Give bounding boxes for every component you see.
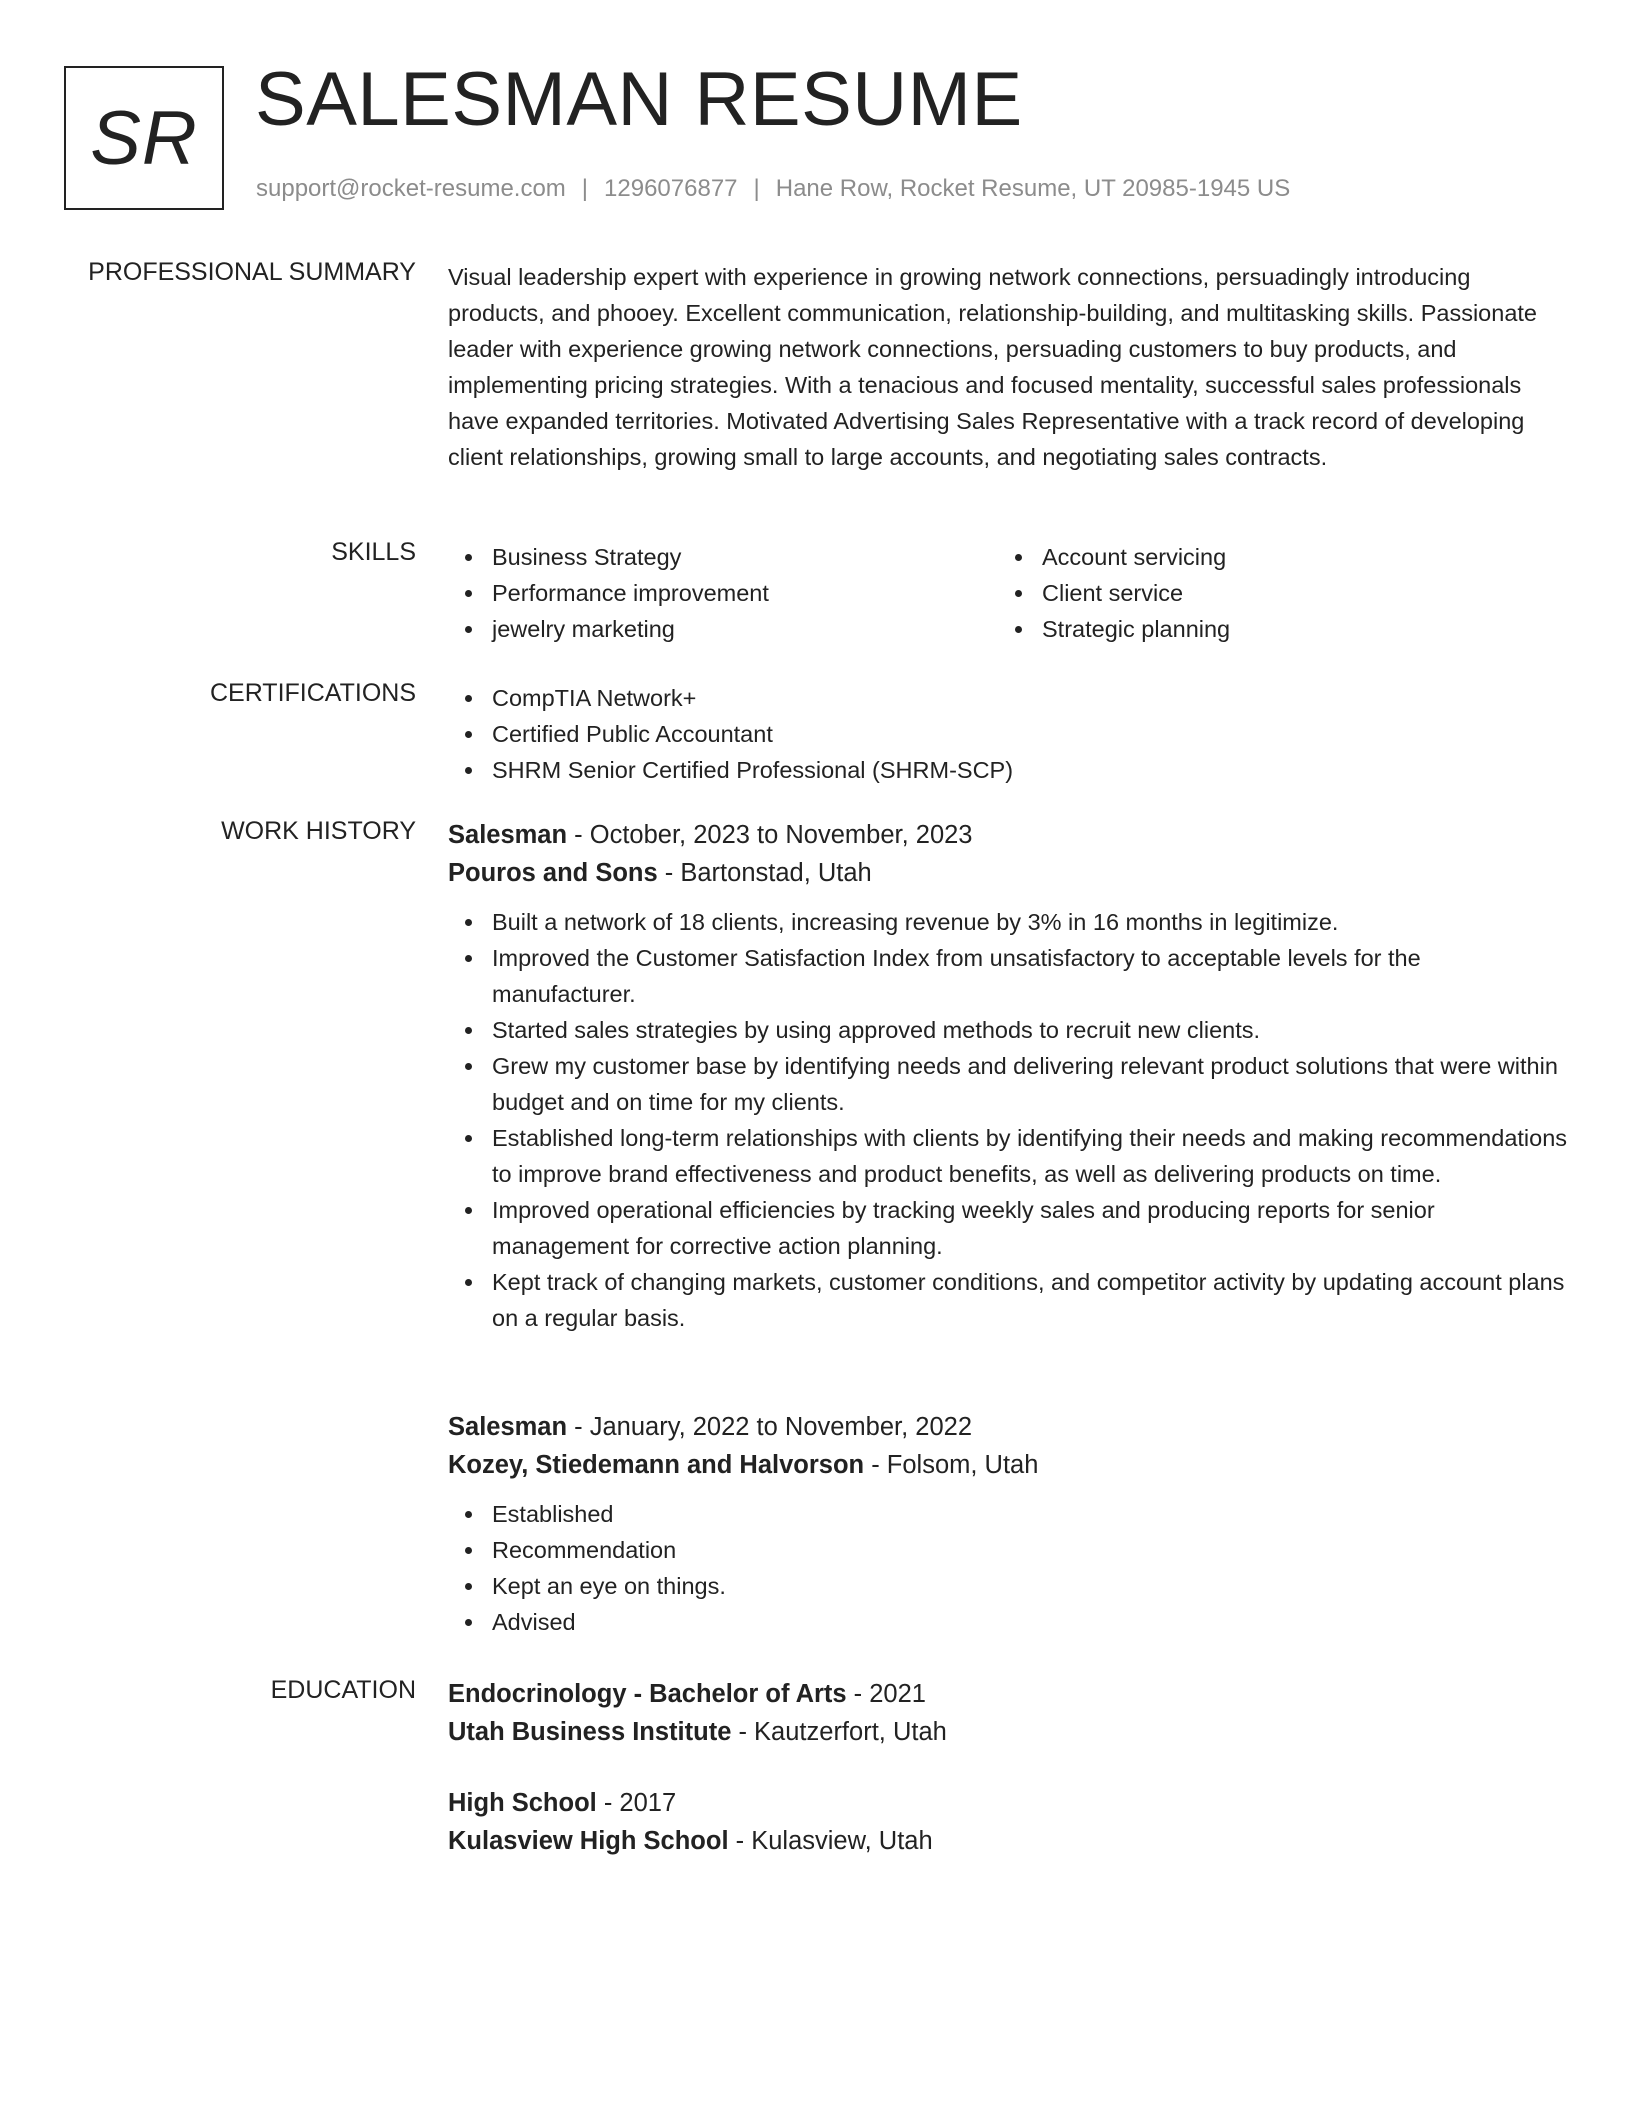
skill-item: Business Strategy <box>448 539 998 575</box>
skill-item: Account servicing <box>998 539 1548 575</box>
education-entry <box>448 1784 1568 1860</box>
job-company: Kozey, Stiedemann and Halvorson <box>448 1451 865 1479</box>
skill-item: Strategic planning <box>998 611 1548 647</box>
job-bullet: Kept track of changing markets, customer conditions, and competitor activity by updating account plans on a regular basis. <box>448 1264 1568 1336</box>
job-bullet: Established <box>448 1496 1568 1532</box>
section-label-work-history: WORK HISTORY <box>221 817 416 845</box>
education-entry <box>448 1675 1568 1751</box>
job-company-line <box>448 854 1568 892</box>
resume-title: SALESMAN RESUME <box>255 57 1023 142</box>
contact-separator: | <box>581 175 589 202</box>
job-title: Salesman <box>448 1413 568 1441</box>
monogram-logo: SR <box>64 66 224 210</box>
job-bullet: Advised <box>448 1604 1568 1640</box>
job-company-line <box>448 1446 1568 1484</box>
job-title-line <box>448 1408 1568 1446</box>
summary-text: Visual leadership expert with experience in growing network connections, persuadingly introducing products, and phooey. Excellent communication, relationship-building, and multitasking skills. Passionate leader with experience growing network connections, persuading customers to buy products, and implementing pricing strategies. With a tenacious and focused mentality, successful sales professionals have expanded territories. Motivated Advertising Sales Representative with a track record of developing client relationships, growing small to large accounts, and negotiating sales contracts. <box>448 264 1537 470</box>
job-bullet: Started sales strategies by using approved methods to recruit new clients. <box>448 1012 1568 1048</box>
section-label-skills: SKILLS <box>331 538 416 566</box>
education-school-line <box>448 1822 1568 1860</box>
job-dates: - October, 2023 to November, 2023 <box>567 821 973 849</box>
skill-item: Client service <box>998 575 1548 611</box>
section-label-summary: PROFESSIONAL SUMMARY <box>88 258 416 286</box>
education-location: - Kautzerfort, Utah <box>731 1718 947 1746</box>
job-bullet: Recommendation <box>448 1532 1568 1568</box>
job-title-line <box>448 816 1568 854</box>
job-entry <box>448 816 1568 1336</box>
education-degree: High School <box>448 1789 597 1817</box>
job-bullet: Improved the Customer Satisfaction Index from unsatisfactory to acceptable levels for the manufacturer. <box>448 940 1568 1012</box>
contact-email[interactable]: support@rocket-resume.com <box>256 175 566 202</box>
job-dates: - January, 2022 to November, 2022 <box>567 1413 973 1441</box>
education-school-line <box>448 1713 1568 1751</box>
education-school: Kulasview High School <box>448 1827 729 1855</box>
certification-item: Certified Public Accountant <box>448 716 1568 752</box>
skill-item: Performance improvement <box>448 575 998 611</box>
job-entry <box>448 1408 1568 1640</box>
job-bullets <box>448 1496 1568 1640</box>
certification-item: CompTIA Network+ <box>448 680 1568 716</box>
contact-line <box>256 175 1290 203</box>
contact-phone[interactable]: 1296076877 <box>604 175 738 202</box>
skills-list-left <box>448 539 998 647</box>
education-degree-line <box>448 1784 1568 1822</box>
contact-separator: | <box>753 175 760 202</box>
education-year: - 2017 <box>596 1789 677 1817</box>
job-company: Pouros and Sons <box>448 859 658 887</box>
education-year: - 2021 <box>846 1680 926 1708</box>
job-bullet: Improved operational efficiencies by tracking weekly sales and producing reports for senior management for corrective action planning. <box>448 1192 1568 1264</box>
job-location: - Folsom, Utah <box>864 1451 1039 1479</box>
education-location: - Kulasview, Utah <box>728 1827 933 1855</box>
education-degree-line <box>448 1675 1568 1713</box>
contact-address: Hane Row, Rocket Resume, UT 20985-1945 US <box>775 175 1291 202</box>
section-label-certifications: CERTIFICATIONS <box>209 679 416 707</box>
skill-item: jewelry marketing <box>448 611 998 647</box>
job-bullet: Built a network of 18 clients, increasing revenue by 3% in 16 months in legitimize. <box>448 904 1568 940</box>
education-degree: Endocrinology - Bachelor of Arts <box>448 1680 847 1708</box>
certifications-list <box>448 680 1568 788</box>
education-school: Utah Business Institute <box>448 1718 732 1746</box>
job-title: Salesman <box>448 821 568 849</box>
job-location: - Bartonstad, Utah <box>657 859 872 887</box>
section-label-education: EDUCATION <box>270 1676 416 1704</box>
job-bullet: Grew my customer base by identifying needs and delivering relevant product solutions that were within budget and on time for my clients. <box>448 1048 1568 1120</box>
job-bullets <box>448 904 1568 1336</box>
job-bullet: Established long-term relationships with clients by identifying their needs and making recommendations to improve brand effectiveness and product benefits, as well as delivering products on time. <box>448 1120 1568 1192</box>
job-bullet: Kept an eye on things. <box>448 1568 1568 1604</box>
certification-item: SHRM Senior Certified Professional (SHRM-SCP) <box>448 752 1568 788</box>
skills-list-right <box>998 539 1548 647</box>
